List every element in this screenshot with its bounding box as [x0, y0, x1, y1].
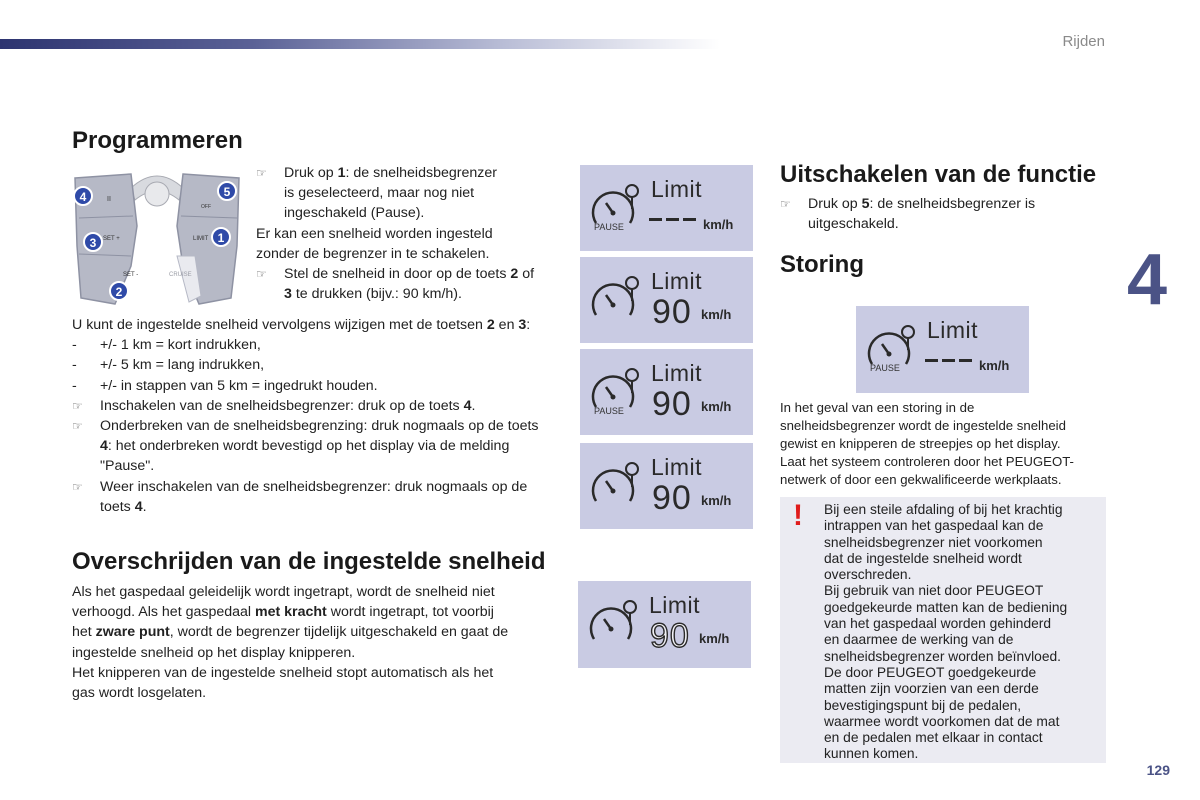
limit-label: Limit — [651, 454, 703, 480]
label-limit: LIMIT — [193, 236, 209, 242]
limit-display-90-flashing — [578, 581, 751, 668]
uitschakelen-body: ☞ Druk op 5: de snelheidsbegrenzer is uitgeschakeld. — [780, 196, 1036, 233]
bullet-hand-icon: ☞ — [256, 267, 267, 282]
list-item: - +/- in stappen van 5 km = ingedrukt houden. — [72, 377, 378, 394]
list-item: ☞ Weer inschakelen van de snelheidsbegrenzer: druk nogmaals op de toets 4. — [72, 477, 562, 517]
limit-display-90-paused — [580, 349, 753, 435]
pause-label: PAUSE — [870, 363, 900, 373]
unit-label: km/h — [701, 493, 732, 508]
bullet-hand-icon: ☞ — [72, 419, 83, 434]
section-label: Rijden — [1062, 33, 1105, 50]
limit-label: Limit — [651, 268, 703, 294]
limit-display-90-active — [580, 443, 753, 529]
chapter-number: 4 — [1127, 240, 1168, 320]
limit-label: Limit — [649, 592, 701, 618]
speed-dashes — [649, 213, 699, 225]
unit-label: km/h — [979, 358, 1010, 373]
bullet-hand-icon: ☞ — [72, 479, 83, 494]
speed-value: 90 — [652, 293, 692, 331]
limit-label: Limit — [927, 317, 979, 343]
button-3-marker: 3 — [89, 236, 97, 250]
label-set-minus: SET - — [123, 272, 139, 278]
pause-label: PAUSE — [594, 222, 624, 232]
warning-text: Bij een steile afdaling of bij het krachtig intrappen van het gaspedaal kan de snelheidsbegrenzer niet voorkomen dat de ingestelde snelheid wordt overschreden. Bij gebruik van niet door PEUGEOT goedgekeurde matten kan de bediening van het gaspedaal worden gehinderd en daarmee de werking van de snelheidsbegrenzer worden beïnvloed. De door PEUGEOT goedgekeurde matten zijn voorzien van een derde bevestigingspunt bij de pedalen, waarmee wordt voorkomen dat de mat en de pedalen met elkaar in contact kunnen komen. — [824, 502, 1068, 762]
unit-label: km/h — [701, 307, 732, 322]
storing-body: In het geval van een storing in de snelheidsbegrenzer wordt de ingestelde snelheid gewist en knipperen de streepjes op het display. Laat het systeem controleren door het PEUGEOT- netwerk of door een gekwalificeerde werkplaats. — [780, 400, 1074, 487]
label-cruise: CRUISE — [169, 272, 192, 278]
heading-uitschakelen: Uitschakelen van de functie — [780, 161, 1097, 188]
unit-label: km/h — [699, 631, 730, 646]
heading-overschrijden: Overschrijden van de ingestelde snelheid — [72, 548, 546, 575]
limit-display-paused — [580, 165, 753, 251]
bullet-hand-icon: ☞ — [780, 197, 791, 211]
label-ii: II — [107, 196, 111, 203]
button-4-marker: 4 — [79, 190, 87, 204]
bullet-hand-icon: ☞ — [72, 398, 83, 413]
limit-label: Limit — [651, 176, 703, 202]
warning-box — [780, 497, 1106, 763]
speed-value: 90 — [652, 385, 692, 423]
button-1-marker: 1 — [217, 231, 225, 245]
list-item: - +/- 1 km = kort indrukken, — [72, 337, 261, 354]
page-number: 129 — [1146, 762, 1170, 778]
programmeren-side-text: ☞ Druk op 1: de snelheidsbegrenzer is geselecteerd, maar nog niet ingeschakeld (Pause). Er kan een snelheid worden ingesteld zonder de begrenzer in te schakelen. ☞ Stel de snelheid in door op de toets 2 of 3 te drukken (bijv.: 90 km/h). — [256, 165, 535, 303]
unit-label: km/h — [701, 399, 732, 414]
button-2-marker: 2 — [115, 285, 123, 299]
list-item: - +/- 5 km = lang indrukken, — [72, 357, 265, 374]
limit-label: Limit — [651, 360, 703, 386]
limit-display-fault — [856, 306, 1029, 393]
speed-value: 90 — [650, 617, 690, 655]
bullet-hand-icon: ☞ — [256, 166, 267, 180]
heading-storing: Storing — [780, 251, 864, 278]
speed-value: 90 — [652, 479, 692, 517]
button-5-marker: 5 — [223, 185, 231, 199]
speed-dashes — [925, 354, 975, 366]
header-gradient-bar — [0, 39, 720, 49]
warning-icon: ! — [793, 499, 803, 532]
list-item: ☞ Inschakelen van de snelheidsbegrenzer: druk op de toets 4. — [72, 396, 562, 416]
steering-wheel-controls-illustration — [71, 166, 243, 308]
programmeren-body: U kunt de ingestelde snelheid vervolgens wijzigen met de toetsen 2 en 3: - +/- 1 km = kort indrukken, - +/- 5 km = lang indrukken, - +/- in stappen van 5 km = ingedrukt houden. ☞ Inschakelen van de snelheidsbegrenzer: druk op de toets 4. ☞ Onderbreken van de snelheidsbegrenzing: druk nogmaals op de toets 4: het onderbreken wordt bevestigd op het display via de melding "Pause". ☞ Weer inschakelen van de snelheidsbegrenzer: druk nogmaals op de toets 4. — [72, 315, 562, 517]
overschrijden-body: Als het gaspedaal geleidelijk wordt ingetrapt, wordt de snelheid niet verhoogd. Als het gaspedaal met kracht wordt ingetrapt, tot voorbij het zware punt, wordt de begrenzer tijdelijk uitgeschakeld en gaat de ingestelde snelheid op het display knipperen. Het knipperen van de ingestelde snelheid stopt automatisch als het gas wordt losgelaten. — [72, 584, 509, 702]
heading-programmeren: Programmeren — [72, 127, 243, 154]
label-set-plus: SET + — [103, 236, 120, 242]
pause-label: PAUSE — [594, 406, 624, 416]
unit-label: km/h — [703, 217, 734, 232]
list-item: ☞ Onderbreken van de snelheidsbegrenzing: druk nogmaals op de toets 4: het onderbreken wordt bevestigd op het display via de melding "Pause". — [72, 416, 562, 477]
limit-display-90 — [580, 257, 753, 343]
label-off: OFF — [201, 204, 211, 210]
